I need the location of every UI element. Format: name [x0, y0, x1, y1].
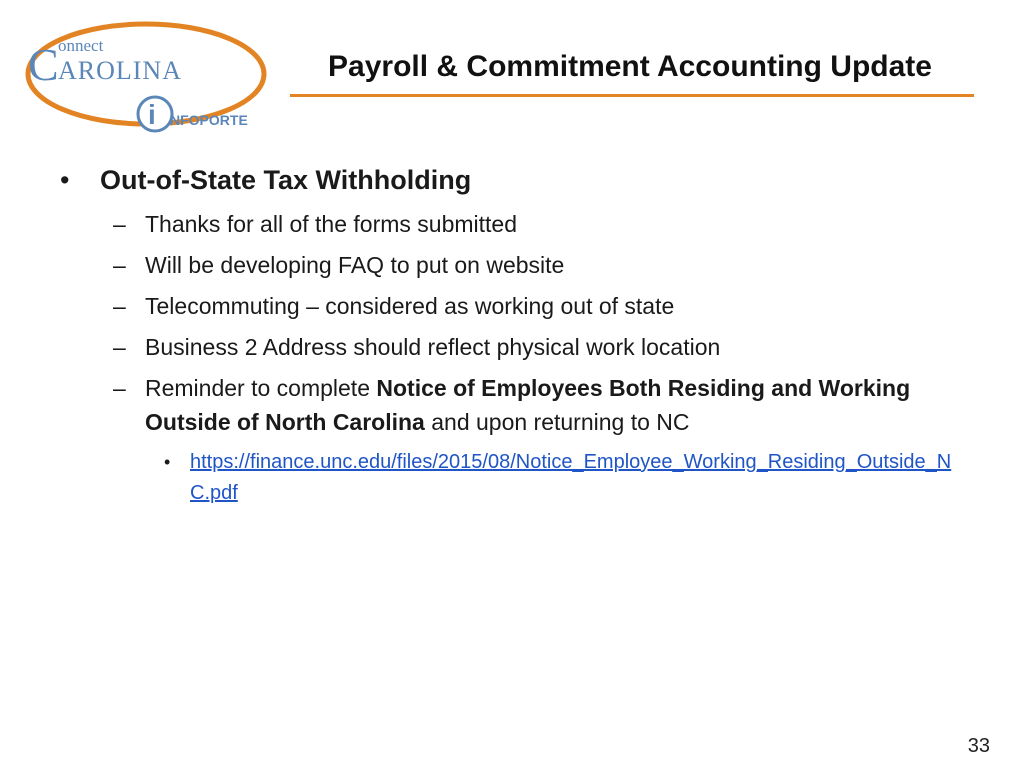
bullet-icon: •	[164, 452, 171, 472]
dash-icon: –	[113, 375, 126, 401]
reminder-form-name: Notice of Employees Both Residing and Working Outside of North Carolina	[145, 375, 911, 435]
title-underline	[290, 94, 974, 97]
reminder-prefix: Reminder to complete	[145, 375, 377, 401]
list-item-reminder	[60, 371, 980, 439]
list-item-text: Business 2 Address should reflect physical work location	[145, 334, 721, 360]
logo-carolina-text: AROLINA	[58, 56, 182, 85]
list-item-text: Telecommuting – considered as working out of state	[145, 293, 675, 319]
heading-bullet-item	[60, 160, 980, 200]
logo-connect-text: onnect	[58, 36, 104, 55]
list-item	[60, 289, 980, 323]
dash-icon: –	[113, 211, 126, 237]
dash-icon: –	[113, 293, 126, 319]
list-item	[60, 330, 980, 364]
bullet-icon: •	[60, 165, 70, 195]
logo-letter-i: i	[148, 99, 156, 130]
slide-body	[60, 160, 980, 509]
list-item	[60, 207, 980, 241]
dash-icon: –	[113, 334, 126, 360]
dash-icon: –	[113, 252, 126, 278]
sub-list-item	[60, 447, 980, 509]
list-item	[60, 248, 980, 282]
logo-letter-c: C	[28, 39, 59, 90]
logo-infoporte-text: NFOPORTE	[170, 112, 248, 128]
slide-title: Payroll & Commitment Accounting Update	[328, 50, 932, 83]
connect-carolina-infoporte-logo	[18, 18, 278, 140]
list-item-text: Will be developing FAQ to put on website	[145, 252, 565, 278]
form-pdf-link[interactable]: https://finance.unc.edu/files/2015/08/Notice_Employee_Working_Residing_Outside_NC.pdf	[190, 451, 952, 504]
page-number: 33	[967, 735, 990, 757]
list-item-text: Thanks for all of the forms submitted	[145, 211, 517, 237]
section-heading: Out-of-State Tax Withholding	[100, 165, 472, 195]
reminder-suffix: and upon returning to NC	[424, 409, 690, 435]
